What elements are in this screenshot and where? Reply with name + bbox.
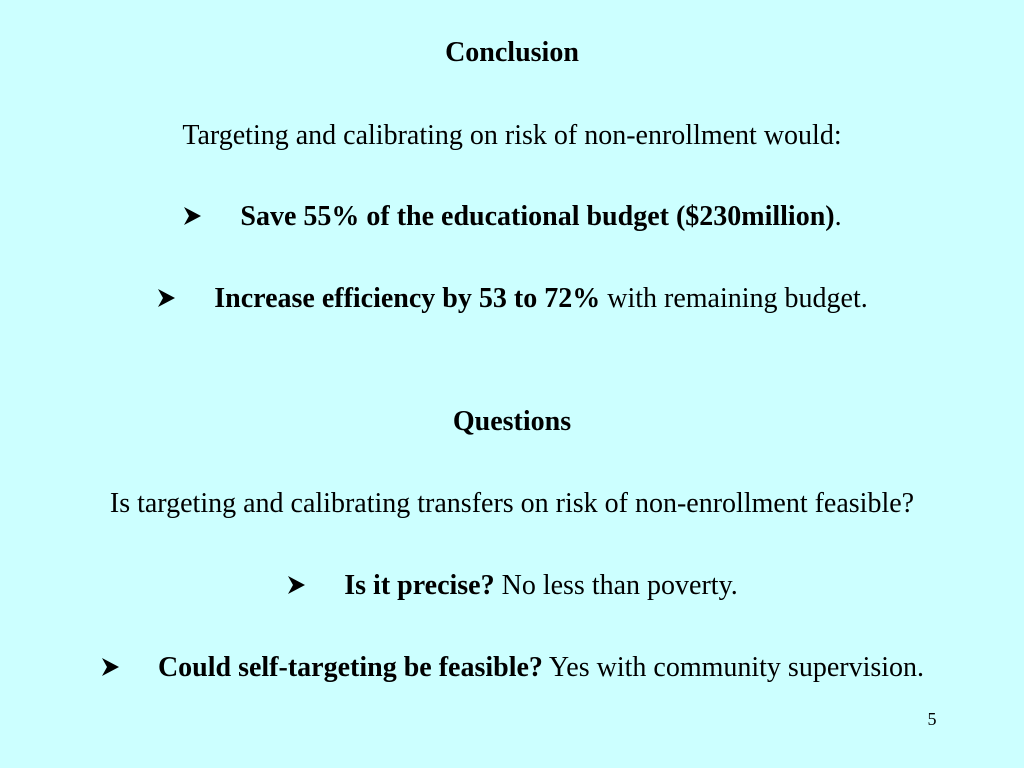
conclusion-bullet-2 — [0, 282, 1024, 316]
conclusion-bullet-1 — [0, 200, 1024, 234]
conclusion-bullet-2-rest: with remaining budget. — [600, 283, 868, 314]
arrowhead-bullet-icon — [286, 575, 306, 595]
conclusion-bullet-1-rest: . — [834, 201, 842, 232]
questions-bullet-2 — [0, 651, 1024, 685]
arrowhead-bullet-icon — [156, 288, 176, 308]
arrowhead-bullet-icon — [182, 206, 202, 226]
questions-heading: Questions — [452, 406, 572, 437]
questions-bullet-2-bold: Could self-targeting be feasible? — [157, 652, 543, 683]
conclusion-bullet-2-bold: Increase efficiency by 53 to 72% — [214, 283, 601, 314]
questions-bullet-1-bold: Is it precise? — [344, 570, 495, 601]
questions-bullet-1 — [0, 569, 1024, 603]
conclusion-heading: Conclusion — [445, 37, 579, 68]
questions-bullet-1-rest: No less than poverty. — [494, 570, 738, 601]
questions-bullet-2-rest: Yes with community supervision. — [542, 652, 925, 683]
arrowhead-bullet-icon — [100, 657, 120, 677]
conclusion-intro: Targeting and calibrating on risk of non-enrollment would: — [182, 120, 842, 151]
questions-intro: Is targeting and calibrating transfers on risk of non-enrollment feasible? — [109, 488, 915, 519]
conclusion-bullet-1-bold: Save 55% of the educational budget ($230million) — [240, 201, 835, 232]
page-number: 5 — [927, 709, 937, 729]
